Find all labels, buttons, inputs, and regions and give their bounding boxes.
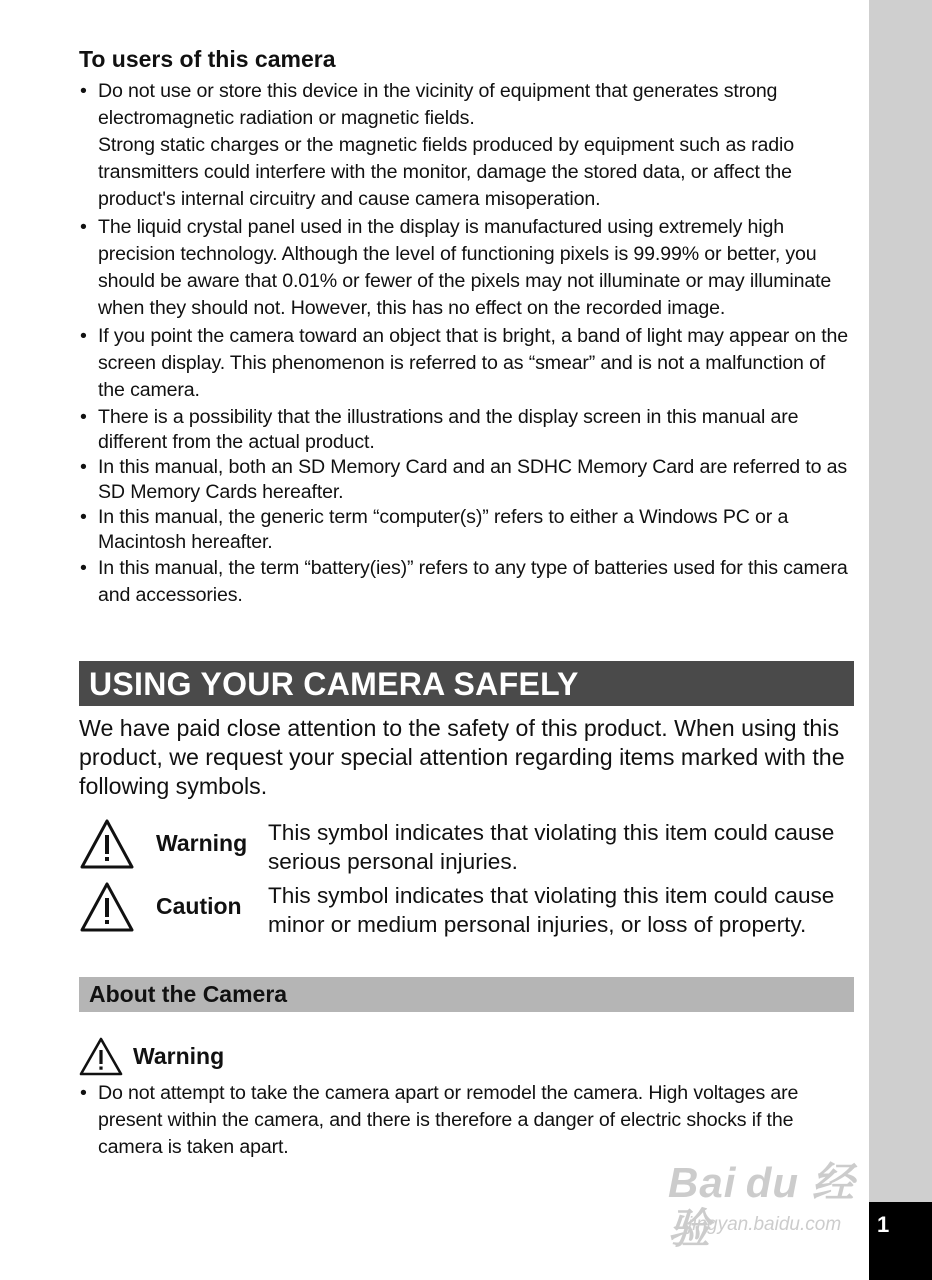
warning-symbol-row (79, 818, 869, 880)
warning-description: This symbol indicates that violating this item could cause serious personal injuries. (268, 820, 835, 874)
list-item: • There is a possibility that the illustrations and the display screen in this manual are different from the actual product. (79, 405, 855, 454)
page-number: 1 (877, 1212, 890, 1237)
watermark-url: jingyan.baidu.com (688, 1214, 842, 1235)
about-camera-header (79, 977, 854, 1012)
caution-label: Caution (156, 893, 242, 919)
about-camera-warning-heading (79, 1037, 379, 1077)
page-number-tab (869, 1202, 932, 1280)
list-item: • In this manual, both an SD Memory Card and an SDHC Memory Card are referred to as SD Memory Cards hereafter. (79, 455, 855, 504)
caution-symbol-row (79, 881, 869, 943)
caution-triangle-icon (79, 881, 135, 933)
list-item-continuation: Strong static charges or the magnetic fields produced by equipment such as radio transmitters could interfere with the monitor, damage the stored data, or affect the product's internal circuitry and cause camera misoperation. (98, 134, 794, 210)
warning-triangle-icon (79, 818, 135, 870)
safety-section-title: USING YOUR CAMERA SAFELY (89, 666, 579, 702)
users-bullet-list (79, 78, 855, 609)
watermark-logo: Bai du 经验 (668, 1159, 855, 1252)
list-item: • Do not use or store this device in the vicinity of equipment that generates strong electromagnetic radiation or magnetic fields. (79, 78, 855, 132)
about-camera-title: About the Camera (89, 981, 288, 1007)
users-section (79, 44, 855, 610)
about-camera-warning-label: Warning (133, 1043, 225, 1069)
baidu-watermark (668, 1138, 873, 1252)
side-margin-bar (869, 0, 932, 1280)
safety-section-header (79, 661, 854, 706)
list-item: • Do not attempt to take the camera apart or remodel the camera. High voltages are present within the camera, and there is therefore a danger of electric shocks if the camera is taken apart. (79, 1080, 859, 1161)
warning-triangle-icon (79, 1037, 123, 1076)
list-item: • In this manual, the term “battery(ies)” refers to any type of batteries used for this camera and accessories. (79, 555, 855, 609)
list-item: • The liquid crystal panel used in the display is manufactured using extremely high precision technology. Although the level of functioning pixels is 99.99% or better, you should be aware that 0.01% or fewer of the pixels may not illuminate or may illuminate when they should not. However, this has no effect on the recorded image. (79, 214, 855, 322)
warning-label: Warning (156, 830, 248, 856)
safety-intro-text: We have paid close attention to the safety of this product. When using this product, we request your special attention regarding items marked with the following symbols. (79, 715, 845, 799)
users-section-title: To users of this camera (79, 46, 336, 72)
list-item: • If you point the camera toward an object that is bright, a band of light may appear on the screen display. This phenomenon is referred to as “smear” and is not a malfunction of the camera. (79, 323, 855, 404)
list-item: • In this manual, the generic term “computer(s)” refers to either a Windows PC or a Macintosh hereafter. (79, 505, 855, 554)
caution-description: This symbol indicates that violating this item could cause minor or medium personal injuries, or loss of property. (268, 883, 835, 937)
